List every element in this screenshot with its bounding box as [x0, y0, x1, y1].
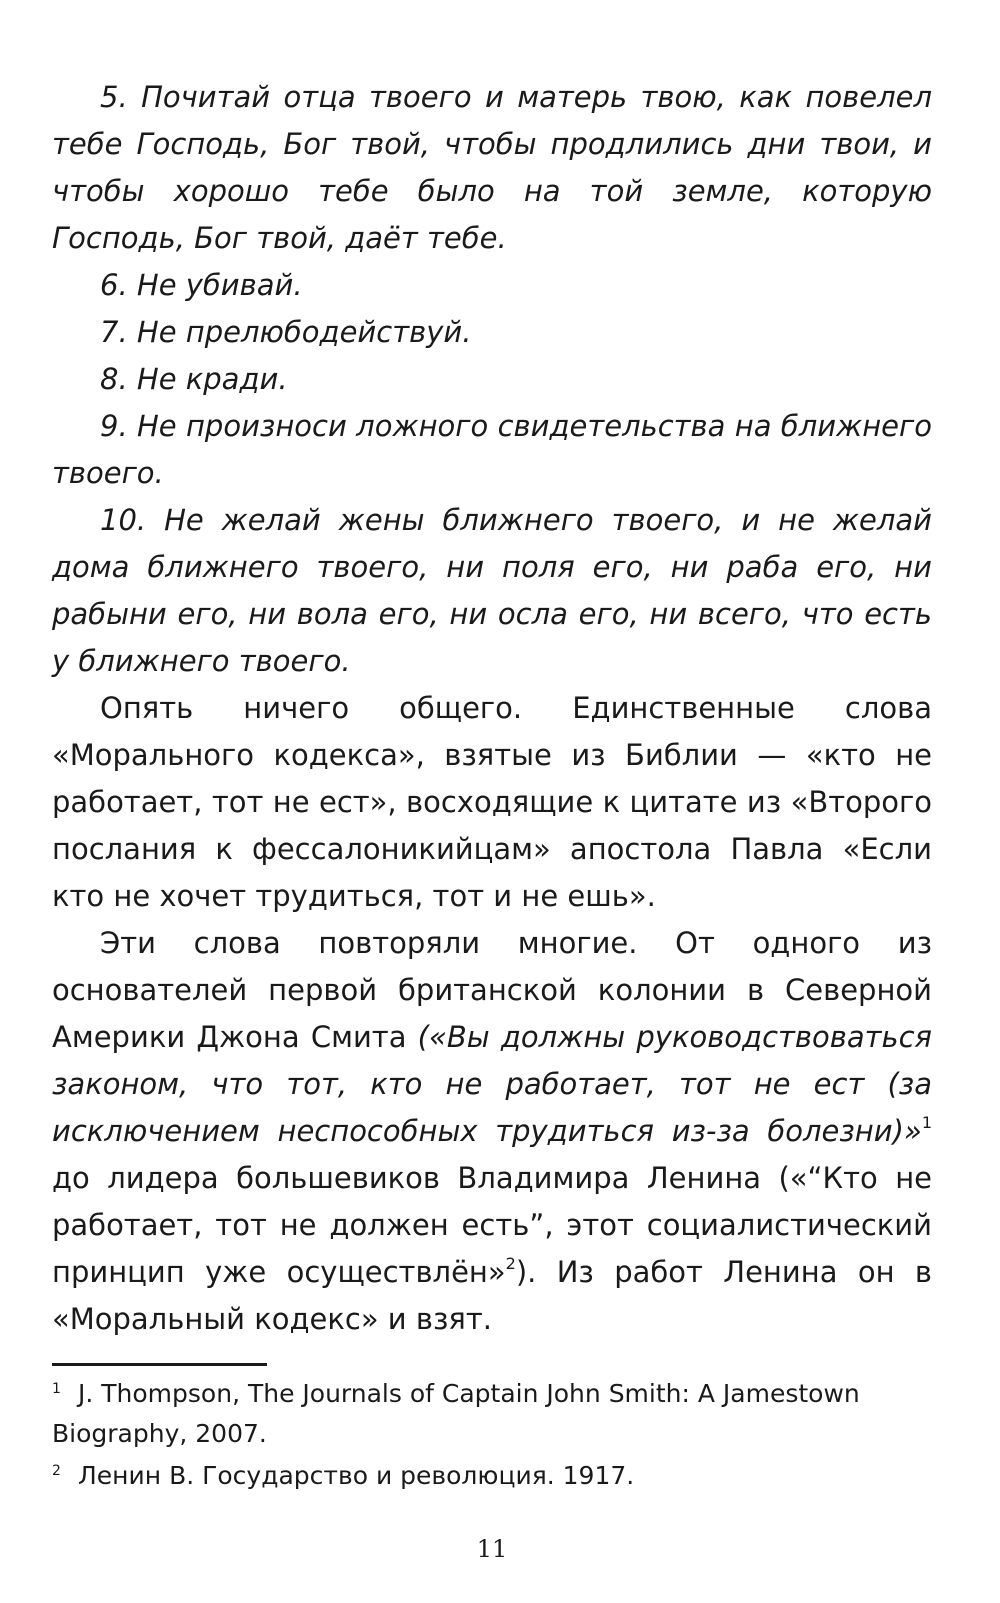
page-number: 11: [476, 1535, 508, 1563]
paragraph-quotes: [52, 920, 932, 1343]
footnote-ref-1[interactable]: 1: [921, 1113, 932, 1132]
book-page: [52, 0, 932, 1603]
paragraph-moral-code: Опять ничего общего. Единственные слова «Морального кодекса», взятые из Библии — «кто не работает, тот не ест», восходящие к цитате из «Второго послания к фессалоникийцам» апостола Павла «Если кто не хочет трудиться, тот и не ешь».: [52, 691, 932, 913]
footnote-ref-2[interactable]: 2: [505, 1254, 516, 1273]
main-text: [52, 74, 932, 1343]
footnote-2: 2 Ленин В. Государство и революция. 1917.: [52, 1461, 635, 1490]
smith-quote: («Вы должны руководствоваться законом, что тот, кто не работает, тот не ест (за исключением неспособных трудиться из-за болезни)»: [52, 1020, 933, 1148]
footnotes: [52, 1374, 932, 1498]
footnote-text: Ленин В. Государство и революция. 1917.: [78, 1461, 635, 1490]
paragraph-ending: ). Из работ Ленина он в «Моральный кодекс» и взят.: [52, 1255, 933, 1336]
commandment-7: 7. Не прелюбодействуй.: [100, 315, 472, 349]
commandment-5: 5. Почитай отца твоего и матерь твою, как повелел тебе Господь, Бог твой, чтобы продлились дни твои, и чтобы хорошо тебе было на той земле, которую Господь, Бог твой, даёт тебе.: [52, 80, 932, 255]
footnote-text: J. Thompson, The Journals of Captain John Smith: A Jamestown Biography, 2007.: [52, 1379, 860, 1448]
commandment-6: 6. Не убивай.: [100, 268, 303, 302]
paragraph-intro: Эти слова повторяли многие. От одного из основателей первой британской колонии в Северной Америки Джона Смита: [52, 926, 932, 1054]
commandment-9: 9. Не произноси ложного свидетельства на ближнего твоего.: [52, 409, 932, 490]
footnote-divider: [52, 1363, 267, 1366]
paragraph-middle: до лидера большевиков Владимира Ленина («“Кто не работает, тот не должен есть”, этот социалистический принцип уже осуществлён»: [52, 1161, 932, 1289]
footnote-1: 1 J. Thompson, The Journals of Captain John Smith: A Jamestown Biography, 2007.: [52, 1379, 860, 1448]
commandment-8: 8. Не кради.: [100, 362, 288, 396]
commandment-10: 10. Не желай жены ближнего твоего, и не желай дома ближнего твоего, ни поля его, ни раба его, ни рабыни его, ни вола его, ни осла его, ни всего, что есть у ближнего твоего.: [52, 503, 932, 678]
